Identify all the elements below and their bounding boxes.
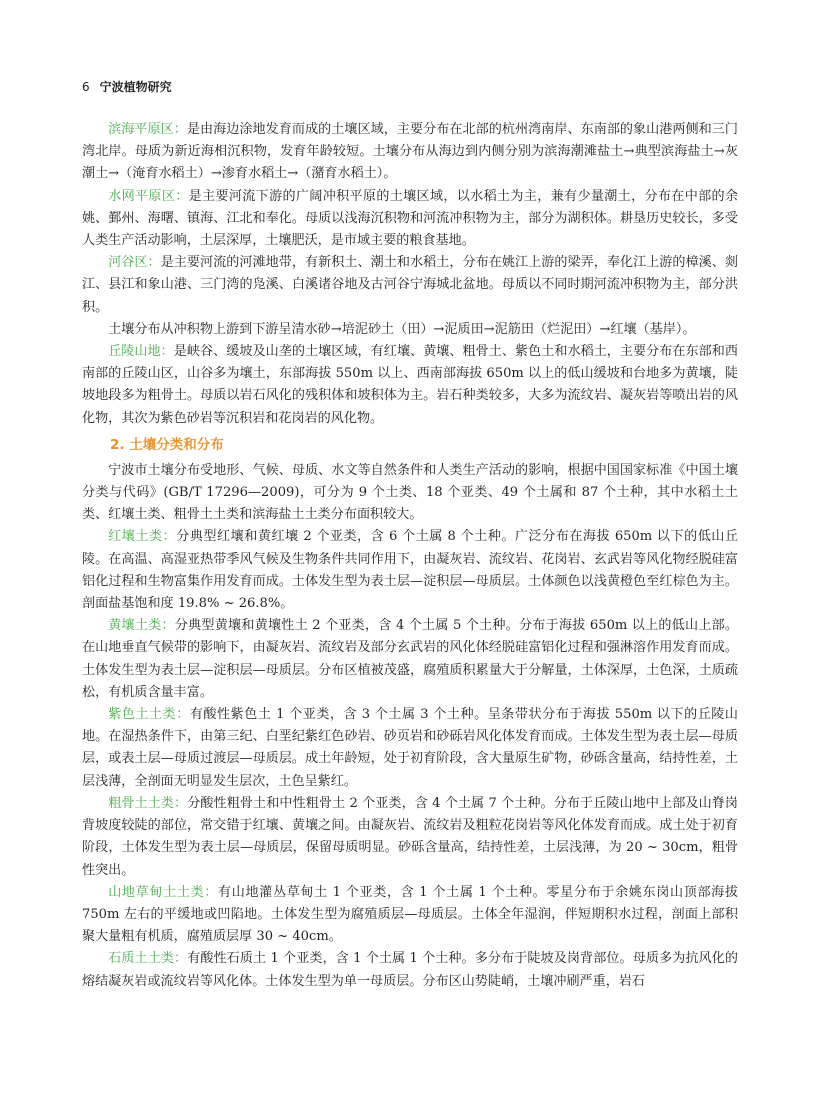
page-header bbox=[82, 78, 172, 95]
body-text bbox=[82, 119, 738, 993]
term-label: 粗骨土土类： bbox=[108, 795, 188, 811]
paragraph: 紫色土土类：有酸性紫色土 1 个亚类，含 3 个土属 3 个土种。呈条带状分布于海拔 550m 以下的丘陵山地。在湿热条件下，由第三纪、白垩纪紫红色砂岩、砂页岩和砂砾岩风化体发育而成。土体发生型为表土层—母质层，或表土层—母质过渡层—母质层。成土年龄短，处于初育阶段，含大量原生矿物，砂砾含量高，结持性差，土层浅薄，全剖面无明显发生层次，土色呈紫红。 bbox=[82, 707, 738, 789]
section-heading: 2. 土壤分类和分布 bbox=[110, 436, 224, 453]
paragraph: 水网平原区：是主要河流下游的广阔冲积平原的土壤区域，以水稻土为主，兼有少量潮土，分布在中部的余姚、鄞州、海曙、镇海、江北和奉化。母质以浅海沉积物和河流冲积物为主，部分为湖积体。耕垦历史较长，多受人类生产活动影响，土层深厚，土壤肥沃，是市域主要的粮食基地。 bbox=[82, 188, 739, 249]
paragraph: 石质土土类：有酸性石质土 1 个亚类，含 1 个土属 1 个土种。多分布于陡坡及岗背部位。母质多为抗风化的熔结凝灰岩或流纹岩等风化体。土体发生型为单一母质层。分布区山势陡峭，土壤冲刷严重，岩石 bbox=[82, 951, 739, 989]
term-label: 水网平原区： bbox=[108, 188, 189, 204]
paragraph: 粗骨土土类：分酸性粗骨土和中性粗骨土 2 个亚类，含 4 个土属 7 个土种。分布于丘陵山地中上部及山脊岗背坡度较陡的部位，常交错于红壤、黄壤之间。由凝灰岩、流纹岩及粗粒花岗岩等风化体发育而成。成土处于初育阶段，土体发生型为表土层—母质层，保留母质明显。砂砾含量高，结持性差，土层浅薄，为 20 ~ 30cm，粗骨性突出。 bbox=[82, 795, 739, 878]
page-number: 6 bbox=[82, 80, 90, 94]
term-label: 山地草甸土土类： bbox=[108, 884, 219, 900]
paragraph: 黄壤土类：分典型黄壤和黄壤性土 2 个亚类，含 4 个土属 5 个土种。分布于海拔 650m 以上的低山上部。在山地垂直气候带的影响下，由凝灰岩、流纹岩及部分玄武岩的风化体经脱硅富铝化过程和强淋溶作用发育而成。土体发生型为表土层—淀积层—母质层。分布区植被茂盛，腐殖质积累量大于分解量，土体深厚，土色深，土质疏松，有机质含量丰富。 bbox=[82, 618, 738, 700]
term-label: 黄壤土类： bbox=[108, 618, 175, 634]
running-title: 宁波植物研究 bbox=[99, 80, 172, 94]
paragraph: 土壤分布从冲积物上游到下游呈清水砂→培泥砂土（田）→泥质田→泥筋田（烂泥田）→红壤（基岸）。 bbox=[108, 321, 696, 337]
term-label: 河谷区： bbox=[108, 255, 161, 271]
paragraph: 丘陵山地：是峡谷、缓坡及山垄的土壤区域，有红壤、黄壤、粗骨土、紫色土和水稻土，主要分布在东部和西南部的丘陵山区，山谷多为壤土，东部海拔 550m 以上、西南部海拔 650m 以上的低山缓坡和台地多为黄壤，陡坡地段多为粗骨土。母质以岩石风化的残积体和坡积体为主。岩石种类较多，大多为流纹岩、凝灰岩等喷出岩的风化物，其次为紫色砂岩等沉积岩和花岗岩的风化物。 bbox=[82, 344, 738, 426]
term-label: 红壤土类： bbox=[108, 529, 177, 545]
paragraph: 滨海平原区：是由海边涂地发育而成的土壤区域，主要分布在北部的杭州湾南岸、东南部的象山港两侧和三门湾北岸。母质为新近海相沉积物，发育年龄较短。土壤分布从海边到内侧分别为滨海潮滩盐土→典型滨海盐土→灰潮土→（淹育水稻土）→渗育水稻土→（潴育水稻土）。 bbox=[82, 122, 739, 182]
paragraph: 红壤土类：分典型红壤和黄红壤 2 个亚类，含 6 个土属 8 个土种。广泛分布在海拔 650m 以下的低山丘陵。在高温、高湿亚热带季风气候及生物条件共同作用下，由凝灰岩、流纹岩、花岗岩、玄武岩等风化物经脱硅富铝化过程和生物富集作用发育而成。土体发生型为表土层—淀积层—母质层。土体颜色以浅黄橙色至红棕色为主。剖面盐基饱和度 19.8% ~ 26.8%。 bbox=[82, 529, 739, 612]
term-label: 紫色土土类： bbox=[108, 707, 190, 723]
paragraph: 山地草甸土土类：有山地灌丛草甸土 1 个亚类，含 1 个土属 1 个土种。零星分布于余姚东岗山顶部海拔 750m 左右的平缓地或凹陷地。土体发生型为腐殖质层—母质层。土体全年湿润，伴短期积水过程，剖面上部积聚大量粗有机质，腐殖质层厚 30 ~ 40cm。 bbox=[82, 884, 738, 945]
paragraph: 河谷区：是主要河流的河滩地带，有新积土、潮土和水稻土，分布在姚江上游的梁弄，奉化江上游的樟溪、剡江、县江和象山港、三门湾的凫溪、白溪诸谷地及古河谷宁海城北盆地。母质以不同时期河流冲积物为主，部分洪积。 bbox=[82, 255, 739, 315]
paragraph: 宁波市土壤分布受地形、气候、母质、水文等自然条件和人类生产活动的影响，根据中国国家标准《中国土壤分类与代码》(GB/T 17296—2009)，可分为 9 个土类、18 个亚类、49 个土属和 87 个土种，其中水稻土土类、红壤土类、粗骨土土类和滨海盐土土类分布面积较大。 bbox=[82, 462, 738, 523]
term-label: 丘陵山地： bbox=[108, 344, 174, 360]
term-label: 石质土土类： bbox=[108, 951, 188, 967]
term-label: 滨海平原区： bbox=[108, 122, 187, 137]
